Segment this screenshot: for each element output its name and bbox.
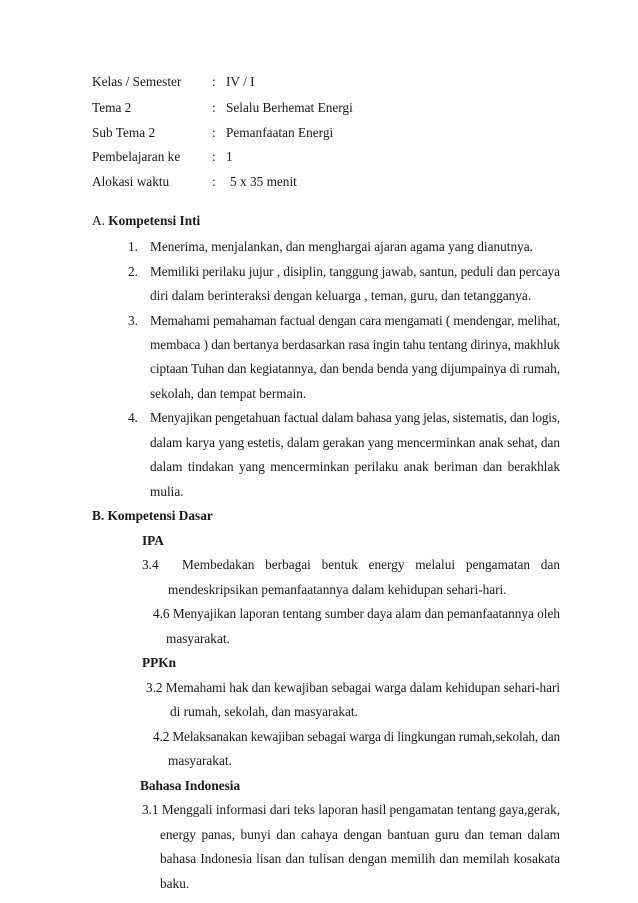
bahasa-kd-3-1-line-1: 3.1 Menggali informasi dari teks laporan hasil pengamatan tentang gaya,gerak, bbox=[142, 802, 560, 817]
header-sep-kelas: : bbox=[212, 74, 216, 89]
header-value-subtema: Pemanfaatan Energi bbox=[226, 125, 334, 140]
ppkn-kd-3-2-line-1: 3.2 Memahami hak dan kewajiban sebagai warga dalam kehidupan sehari-hari bbox=[146, 680, 561, 695]
header-sep-pembelajaran: : bbox=[212, 149, 216, 164]
header-value-alokasi: 5 x 35 menit bbox=[230, 174, 297, 189]
section-a-title: Kompetensi Inti bbox=[108, 213, 201, 228]
ipa-heading: IPA bbox=[142, 533, 164, 548]
ki-1-number: 1. bbox=[128, 239, 138, 254]
header-label-kelas: Kelas / Semester bbox=[92, 74, 182, 89]
ipa-kd-3-4-line-2: mendeskripsikan pemanfaatannya dalam kehidupan sehari-hari. bbox=[168, 582, 507, 597]
ipa-kd-4-6-line-2: masyarakat. bbox=[166, 631, 230, 646]
ki-2-line-1: Memiliki perilaku jujur , disiplin, tanggung jawab, santun, peduli dan percaya bbox=[150, 264, 560, 279]
ki-4-line-3: dalam tindakan yang mencerminkan perilaku anak beriman dan berakhlak bbox=[150, 459, 560, 474]
ki-3-line-2: membaca ) dan bertanya berdasarkan rasa ingin tahu tentang dirinya, makhluk bbox=[150, 337, 560, 352]
ki-3-line-3: ciptaan Tuhan dan kegiatannya, dan benda benda yang dijumpainya di rumah, bbox=[150, 361, 560, 376]
ki-2-line-2: diri dalam berinteraksi dengan keluarga , teman, guru, dan tetangganya. bbox=[150, 288, 532, 303]
ppkn-kd-4-2-line-2: masyarakat. bbox=[168, 753, 232, 768]
ppkn-kd-3-2-line-2: di rumah, sekolah, dan masyarakat. bbox=[170, 704, 358, 719]
ipa-kd-4-6-line-1: 4.6 Menyajikan laporan tentang sumber daya alam dan pemanfaatannya oleh bbox=[153, 606, 560, 621]
ipa-kd-3-4-line-1: Membedakan berbagai bentuk energy melalui pengamatan dan bbox=[182, 557, 560, 572]
header-value-pembelajaran: 1 bbox=[226, 149, 233, 164]
header-value-kelas: IV / I bbox=[226, 74, 255, 89]
header-label-pembelajaran: Pembelajaran ke bbox=[92, 149, 181, 164]
header-sep-subtema: : bbox=[212, 125, 216, 140]
bahasa-kd-3-1-line-3: bahasa Indonesia lisan dan tulisan dengan memilih dan memilah kosakata bbox=[160, 851, 560, 866]
ki-1-line-1: Menerima, menjalankan, dan menghargai ajaran agama yang dianutnya. bbox=[150, 239, 533, 254]
ppkn-heading: PPKn bbox=[142, 655, 176, 670]
header-sep-alokasi: : bbox=[212, 174, 216, 189]
section-a-heading bbox=[92, 212, 200, 230]
section-a-prefix: A. bbox=[92, 213, 109, 228]
header-label-tema: Tema 2 bbox=[92, 100, 132, 115]
header-value-tema: Selalu Berhemat Energi bbox=[226, 100, 353, 115]
ki-2-number: 2. bbox=[128, 264, 138, 279]
bahasa-kd-3-1-line-4: baku. bbox=[160, 876, 190, 891]
ki-4-number: 4. bbox=[128, 410, 138, 425]
header-sep-tema: : bbox=[212, 100, 216, 115]
ki-3-line-4: sekolah, dan tempat bermain. bbox=[150, 386, 307, 401]
ki-4-line-2: dalam karya yang estetis, dalam gerakan yang mencerminkan anak sehat, dan bbox=[150, 435, 560, 450]
header-label-subtema: Sub Tema 2 bbox=[92, 125, 156, 140]
bahasa-kd-3-1-line-2: energy panas, bunyi dan cahaya dengan bantuan guru dan teman dalam bbox=[160, 827, 560, 842]
ki-3-line-1: Memahami pemahaman factual dengan cara mengamati ( mendengar, melihat, bbox=[150, 313, 560, 328]
ki-4-line-4: mulia. bbox=[150, 484, 184, 499]
ki-3-number: 3. bbox=[128, 313, 138, 328]
section-b-heading: B. Kompetensi Dasar bbox=[92, 508, 213, 523]
ki-4-line-1: Menyajikan pengetahuan factual dalam bahasa yang jelas, sistematis, dan logis, bbox=[150, 410, 560, 425]
bahasa-heading: Bahasa Indonesia bbox=[140, 778, 241, 793]
header-label-alokasi: Alokasi waktu bbox=[92, 174, 170, 189]
ppkn-kd-4-2-line-1: 4.2 Melaksanakan kewajiban sebagai warga di lingkungan rumah,sekolah, dan bbox=[153, 729, 560, 744]
ipa-kd-3-4-number: 3.4 bbox=[142, 557, 159, 572]
